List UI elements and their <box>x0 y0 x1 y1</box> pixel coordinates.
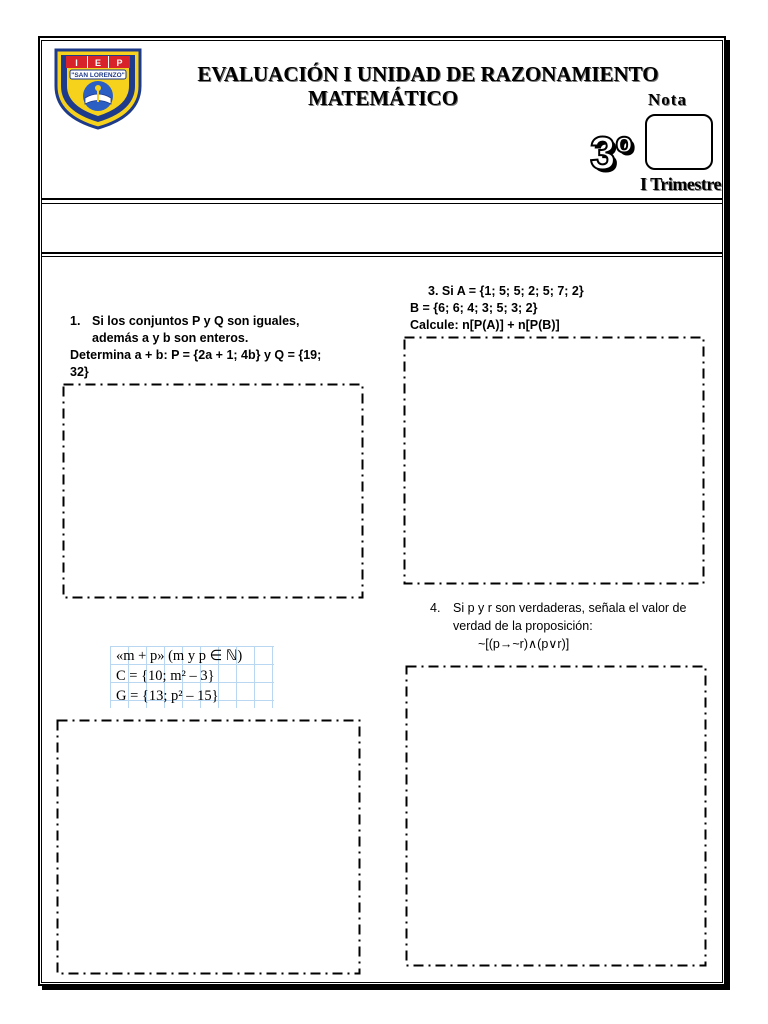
question-4-line2: verdad de la proposición: <box>453 619 593 633</box>
exam-title-line1: EVALUACIÓN I UNIDAD DE RAZONAMIENTO <box>197 62 659 86</box>
answer-box-4[interactable] <box>405 665 707 967</box>
name-row-divider-thin <box>41 256 723 257</box>
question-4-formula: ~[(p→~r)∧(p∨r)] <box>478 637 570 651</box>
math-inset-line1: «m + p» (m y p ∈ ℕ) <box>116 648 243 664</box>
exam-title-line2: MATEMÁTICO <box>307 86 459 110</box>
term-label: I Trimestre <box>640 174 721 194</box>
math-inset-line2: C = {10; m² – 3} <box>116 668 215 684</box>
math-inset-line3: G = {13; p² – 15} <box>116 688 219 704</box>
question-4-number: 4. <box>430 601 441 615</box>
logo-letter-2: E <box>94 58 102 68</box>
grade-box[interactable] <box>645 114 713 170</box>
logo-school-name: "SAN LORENZO" <box>71 72 125 79</box>
question-1-line1: Si los conjuntos P y Q son iguales, <box>92 314 300 328</box>
header-divider <box>41 198 723 200</box>
question-1-number: 1. <box>70 314 81 328</box>
question-3-line1: 3. Si A = {1; 5; 5; 2; 5; 7; 2} <box>428 284 584 298</box>
answer-box-2[interactable] <box>56 719 361 975</box>
grade-label: Nota <box>648 90 687 109</box>
answer-box-1[interactable] <box>62 383 364 599</box>
question-1-line3: Determina a + b: P = {2a + 1; 4b} y Q = {19; <box>70 348 322 362</box>
question-1-line2: además a y b son enteros. <box>92 331 249 345</box>
question-4-line1: Si p y r son verdaderas, señala el valor de <box>453 601 687 615</box>
header-divider-thin <box>41 203 723 204</box>
question-3 <box>410 283 710 334</box>
exam-title <box>148 62 708 110</box>
school-grade: 3º <box>590 127 633 179</box>
logo-letter-3: P <box>116 58 123 68</box>
question-2-math-inset <box>110 646 274 708</box>
answer-box-3[interactable] <box>403 336 705 585</box>
question-4 <box>430 599 730 653</box>
question-3-line2: B = {6; 6; 4; 3; 5; 3; 2} <box>410 301 538 315</box>
question-3-line3: Calcule: n[P(A)] + n[P(B)] <box>410 318 560 332</box>
name-row-divider <box>41 252 723 254</box>
logo-letter-1: I <box>75 58 78 68</box>
question-1 <box>70 313 370 381</box>
question-1-line4: 32} <box>70 365 89 379</box>
